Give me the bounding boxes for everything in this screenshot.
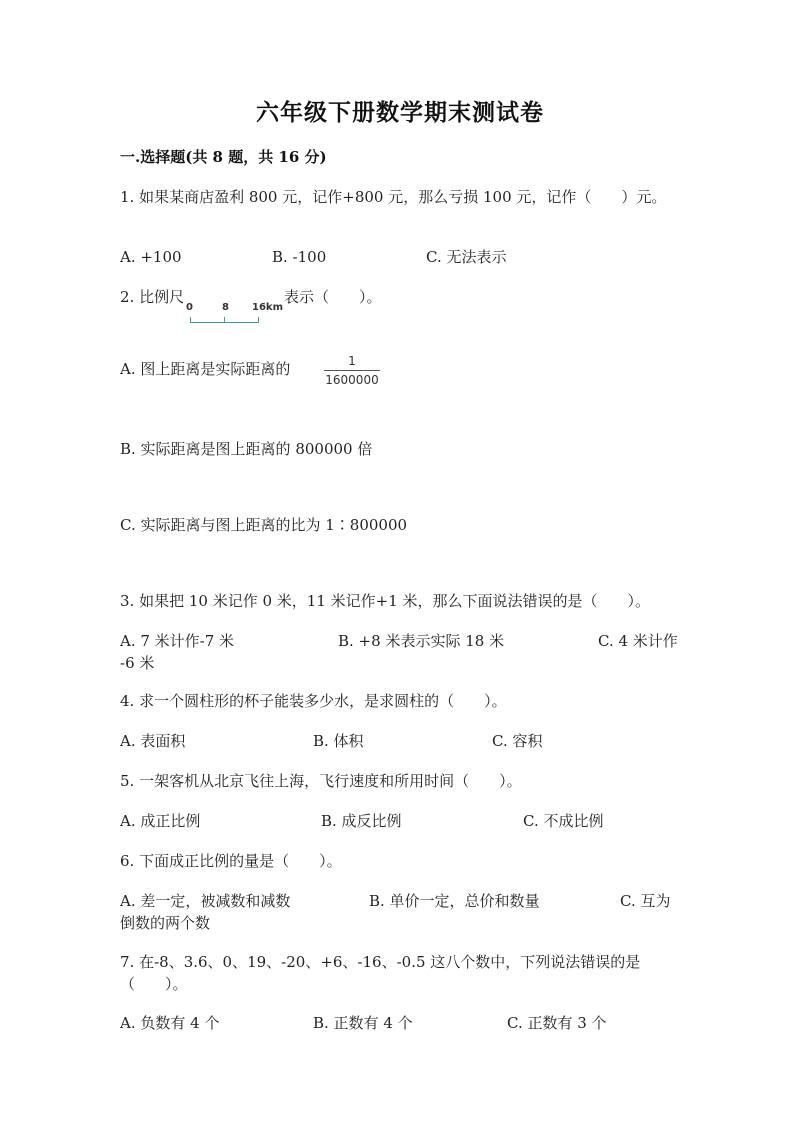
question-5-stem: 5. 一架客机从北京飞往上海，飞行速度和所用时间（ ）。 [120,772,522,790]
question-4-stem: 4. 求一个圆柱形的杯子能装多少水，是求圆柱的（ ）。 [120,692,507,710]
question-7-option-b: B. 正数有 4 个 [313,1014,413,1032]
question-5-option-b: B. 成反比例 [321,812,402,830]
fraction [324,354,380,387]
question-3-option-a: A. 7 米计作-7 米 [120,632,235,650]
scale-label-8: 8 [222,302,229,313]
question-5-option-a: A. 成正比例 [120,812,201,830]
fraction-numerator: 1 [348,354,356,368]
question-2-option-c: C. 实际距离与图上距离的比为 1∶800000 [120,516,408,534]
question-3-option-b: B. +8 米表示实际 18 米 [338,632,505,650]
question-6-stem: 6. 下面成正比例的量是（ ）。 [120,852,342,870]
scale-label-16km: 16km [252,302,283,313]
section-heading: 一.选择题(共 8 题，共 16 分) [120,148,327,166]
question-6-option-c: C. 互为 [620,892,671,910]
question-1-option-a: A. +100 [120,248,182,266]
scale-ruler [186,302,286,326]
question-2-option-b: B. 实际距离是图上距离的 800000 倍 [120,440,373,458]
question-4-option-b: B. 体积 [313,732,364,750]
question-2-stem-prefix: 2. 比例尺 [120,288,185,306]
fraction-bar [324,370,380,371]
scale-tick [258,317,259,323]
question-6-option-a: A. 差一定，被减数和减数 [120,892,291,910]
question-6-option-c-continued: 倒数的两个数 [120,914,211,932]
question-1-stem: 1. 如果某商店盈利 800 元，记作+800 元，那么亏损 100 元，记作（ ）元。 [120,188,667,206]
fraction-denominator: 1600000 [325,373,379,387]
page-title: 六年级下册数学期末测试卷 [256,99,544,126]
question-1-option-b: B. -100 [272,248,327,266]
question-7-option-c: C. 正数有 3 个 [507,1014,607,1032]
question-2-option-a: A. 图上距离是实际距离的 [120,360,291,378]
question-6-option-b: B. 单价一定，总价和数量 [369,892,540,910]
question-2-stem-suffix: 表示（ ）。 [284,288,382,306]
question-5-option-c: C. 不成比例 [523,812,604,830]
question-4-option-a: A. 表面积 [120,732,186,750]
question-3-option-c-continued: -6 米 [120,654,155,672]
question-7-option-a: A. 负数有 4 个 [120,1014,220,1032]
question-3-stem: 3. 如果把 10 米记作 0 米，11 米记作+1 米，那么下面说法错误的是（ ）。 [120,592,651,610]
scale-tick [190,317,191,323]
question-4-option-c: C. 容积 [492,732,543,750]
question-7-stem: 7. 在-8、3.6、0、19、-20、+6、-16、-0.5 这八个数中，下列说法错误的是 [120,953,641,971]
scale-label-0: 0 [186,302,193,313]
question-7-stem-continued: （ ）。 [120,975,188,993]
question-1-option-c: C. 无法表示 [426,248,507,266]
question-3-option-c: C. 4 米计作 [598,632,678,650]
scale-tick [224,317,225,323]
